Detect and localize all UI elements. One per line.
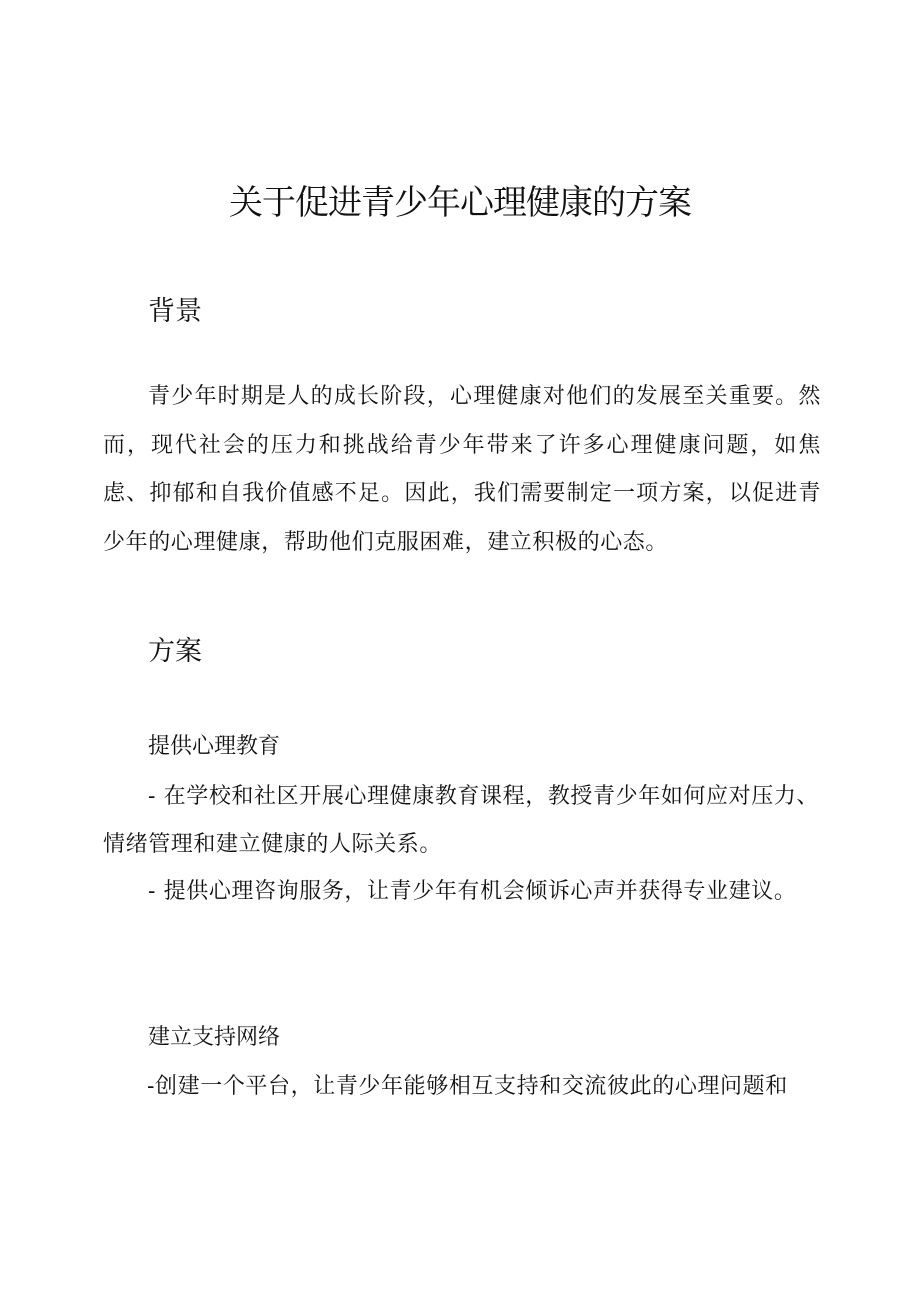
subsection-heading-support-network: 建立支持网络 [148,1025,281,1050]
list-item: - 在学校和社区开展心理健康教育课程，教授青少年如何应对压力、情绪管理和建立健康的人际关系。 [103,784,820,857]
list-item: -创建一个平台，让青少年能够相互支持和交流彼此的心理问题和 [147,1074,788,1099]
document-title: 关于促进青少年心理健康的方案 [229,183,691,223]
section-heading-background: 背景 [148,296,202,327]
background-paragraph: 青少年时期是人的成长阶段，心理健康对他们的发展至关重要。然而，现代社会的压力和挑战给青少年带来了许多心理健康问题，如焦虑、抑郁和自我价值感不足。因此，我们需要制定一项方案，以促进青少年的心理健康，帮助他们克服困难，建立积极的心态。 [103,384,821,555]
subsection-heading-education: 提供心理教育 [148,734,281,759]
section-heading-plan: 方案 [148,636,202,667]
list-item: - 提供心理咨询服务，让青少年有机会倾诉心声并获得专业建议。 [148,879,797,904]
